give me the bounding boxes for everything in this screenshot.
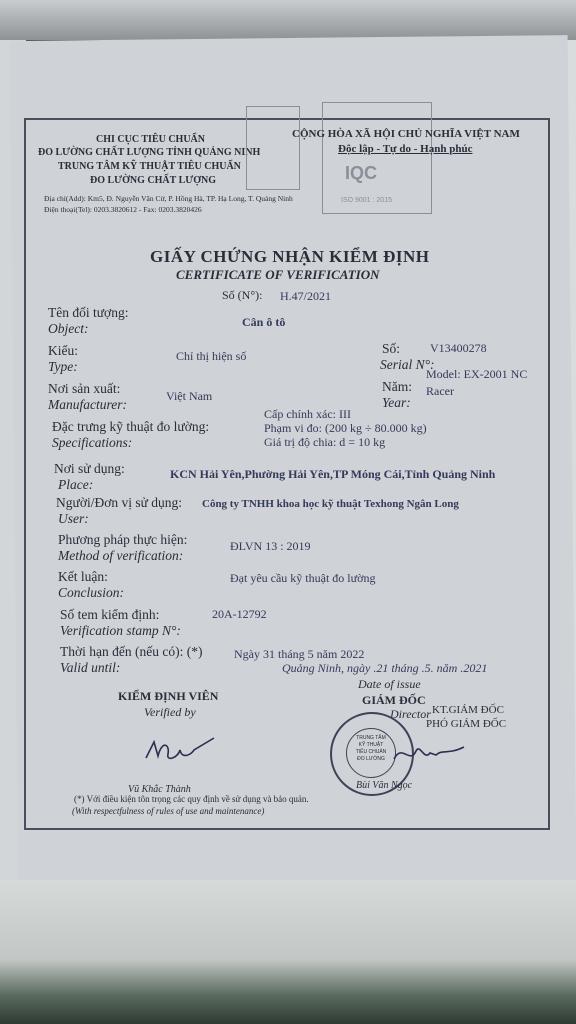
- valid-until-label-en: Valid until:: [60, 660, 121, 675]
- verification-stamp-value: 20A-12792: [212, 607, 267, 621]
- window-frame-bottom: [0, 880, 576, 1024]
- valid-until-label: Thời hạn đến (nếu có): (*): [60, 644, 203, 659]
- spec-label: Đặc trưng kỹ thuật đo lường:: [52, 419, 210, 434]
- year-label: Năm:: [382, 379, 412, 394]
- valid-until-value: Ngày 31 tháng 5 năm 2022: [234, 647, 365, 661]
- type-label: Kiểu:: [48, 343, 78, 358]
- manufacturer-value: Việt Nam: [166, 389, 213, 403]
- object-label: Tên đối tượng:: [48, 305, 129, 320]
- method-label-en: Method of verification:: [58, 548, 184, 563]
- note-en: (With respectfulness of rules of use and maintenance): [72, 806, 265, 816]
- director-signature: [390, 735, 470, 775]
- conclusion-label: Kết luận:: [58, 569, 108, 584]
- user-value: Công ty TNHH khoa học kỹ thuật Texhong Ngân Long: [202, 498, 459, 510]
- spec-label-en: Specifications:: [52, 435, 133, 450]
- year-value: Racer: [426, 384, 454, 398]
- inspector-name: Vũ Khắc Thành: [128, 784, 191, 795]
- issue-date-line: Quảng Ninh, ngày .21 tháng .5. năm .2021: [282, 661, 488, 675]
- serial-label-en: Serial N°:: [380, 357, 435, 372]
- type-label-en: Type:: [48, 359, 78, 374]
- user-label-en: User:: [58, 511, 89, 526]
- center-line-1: TRUNG TÂM KỸ THUẬT TIÊU CHUẨN: [58, 161, 241, 172]
- method-label: Phương pháp thực hiện:: [58, 532, 188, 547]
- note-vi: (*) Với điều kiện tôn trọng các quy định về sử dụng và bảo quản.: [74, 794, 309, 804]
- certificate-title-vi: GIẤY CHỨNG NHẬN KIỂM ĐỊNH: [150, 247, 430, 266]
- verification-stamp-label-en: Verification stamp N°:: [60, 623, 181, 638]
- conclusion-value: Đạt yêu cầu kỹ thuật đo lường: [230, 571, 376, 585]
- inspector-title: KIỂM ĐỊNH VIÊN: [118, 689, 219, 703]
- model-value: Model: EX-2001 NC: [426, 367, 528, 381]
- iqc-logo: [322, 102, 432, 214]
- official-seal-center: TRUNG TÂM KỸ THUẬT TIÊU CHUẨN ĐO LƯỜNG: [346, 728, 396, 778]
- iqc-text: IQC: [345, 163, 378, 183]
- issue-date-label-en: Date of issue: [358, 677, 421, 691]
- certificate-title-en: CERTIFICATE OF VERIFICATION: [176, 267, 380, 282]
- type-value: Chỉ thị hiện số: [176, 349, 247, 363]
- manufacturer-label-en: Manufacturer:: [48, 397, 127, 412]
- spec-accuracy: Cấp chính xác: III: [264, 407, 351, 421]
- center-line-2: ĐO LƯỜNG CHẤT LƯỢNG: [90, 175, 217, 186]
- conclusion-label-en: Conclusion:: [58, 585, 124, 600]
- iso-text: ISO 9001 : 2015: [341, 197, 392, 204]
- deputy-line-1: KT.GIÁM ĐỐC: [432, 704, 504, 716]
- director-name: Bùi Văn Ngọc: [356, 780, 413, 791]
- manufacturer-label: Nơi sản xuất:: [48, 381, 121, 396]
- agency-line-1: CHI CỤC TIÊU CHUẨN: [96, 134, 205, 145]
- deputy-line-2: PHÓ GIÁM ĐỐC: [426, 718, 507, 730]
- method-value: ĐLVN 13 : 2019: [230, 539, 311, 553]
- director-title-en: Director: [390, 707, 431, 721]
- agency-logo: [246, 106, 300, 190]
- certificate-number-label: Số (N°):: [222, 288, 263, 302]
- place-value: KCN Hải Yên,Phường Hải Yên,TP Móng Cái,Tỉnh Quảng Ninh: [170, 467, 496, 481]
- inspector-signature: [140, 730, 220, 770]
- address-line: Địa chỉ(Add): Km5, Đ. Nguyễn Văn Cừ, P. Hồng Hà, TP. Hạ Long, T. Quảng Ninh: [44, 194, 293, 203]
- verification-stamp-label: Số tem kiểm định:: [60, 607, 160, 622]
- spec-range: Phạm vi đo: (200 kg ÷ 80.000 kg): [264, 421, 427, 435]
- object-value: Cân ô tô: [242, 315, 286, 329]
- serial-label: Số:: [382, 341, 401, 356]
- window-frame-top: [0, 0, 576, 40]
- phone-line: Điện thoại(Tel): 0203.3820612 - Fax: 0203.3820426: [44, 205, 202, 214]
- inspector-title-en: Verified by: [144, 705, 196, 719]
- year-label-en: Year:: [382, 395, 411, 410]
- spec-division: Giá trị độ chia: d = 10 kg: [264, 435, 386, 449]
- nation-title: CỘNG HÒA XÃ HỘI CHỦ NGHĨA VIỆT NAM: [292, 128, 520, 140]
- agency-line-2: ĐO LƯỜNG CHẤT LƯỢNG TỈNH QUẢNG NINH: [38, 147, 261, 158]
- place-label: Nơi sử dụng:: [54, 461, 125, 476]
- certificate-number-value: H.47/2021: [280, 289, 331, 303]
- nation-motto: Độc lập - Tự do - Hạnh phúc: [338, 143, 473, 155]
- object-label-en: Object:: [48, 321, 89, 336]
- user-label: Người/Đơn vị sử dụng:: [56, 495, 183, 510]
- serial-value: V13400278: [430, 341, 487, 355]
- director-title: GIÁM ĐỐC: [362, 693, 426, 707]
- place-label-en: Place:: [58, 477, 94, 492]
